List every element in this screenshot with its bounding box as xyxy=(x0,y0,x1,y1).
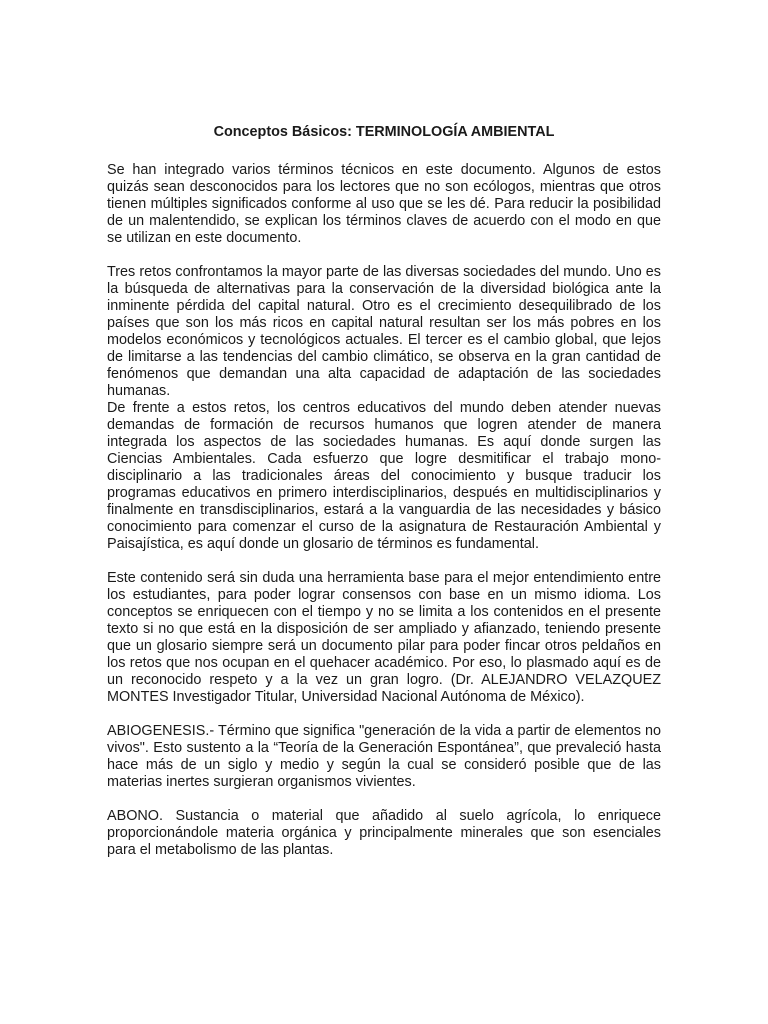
document-page xyxy=(107,124,661,859)
definition-abono: ABONO. Sustancia o material que añadido al suelo agrícola, lo enriquece proporcionándole materia orgánica y principalmente minerales que son esenciales para el metabolismo de las plantas. xyxy=(107,808,661,858)
paragraph-retos: Tres retos confrontamos la mayor parte de las diversas sociedades del mundo. Uno es la búsqueda de alternativas para la conservación de la diversidad biológica ante la inminente pérdida del capital natural. Otro es el crecimiento desequilibrado de los países que son los más ricos en capital natural resultan ser los más pobres en los modelos económicos y tecnológicos actuales. El tercer es el cambio global, que lejos de limitarse a las tendencias del cambio climático, se observa en la gran cantidad de fenómenos que demandan una alta capacidad de adaptación de las sociedades humanas. xyxy=(107,264,661,399)
definition-abiogenesis: ABIOGENESIS.- Término que significa "generación de la vida a partir de elementos no vivos". Esto sustento a la “Teoría de la Generación Espontánea”, que prevaleció hasta hace más de un siglo y medio y según la cual se consideró posible que de las materias inertes surgieran organismos vivientes. xyxy=(107,723,661,790)
paragraph-ciencias-ambientales: De frente a estos retos, los centros educativos del mundo deben atender nuevas demandas de formación de recursos humanos que logren atender de manera integrada los aspectos de las sociedades humanas. Es aquí donde surgen las Ciencias Ambientales. Cada esfuerzo que logre desmitificar el trabajo mono-disciplinario a las tradicionales áreas del conocimiento y busque traducir los programas educativos en primero interdisciplinarios, después en multidisciplinarios y finalmente en transdisciplinarios, estará a la vanguardia de las necesidades y básico conocimiento para comenzar el curso de la asignatura de Restauración Ambiental y Paisajística, es aquí donde un glosario de términos es fundamental. xyxy=(107,400,661,552)
paragraph-glosario: Este contenido será sin duda una herramienta base para el mejor entendimiento entre los estudiantes, para poder lograr consensos con base en un mismo idioma. Los conceptos se enriquecen con el tiempo y no se limita a los contenidos en el presente texto si no que está en la disposición de ser ampliado y afianzado, teniendo presente que un glosario siempre será un documento pilar para poder fincar otros peldaños en los retos que nos ocupan en el quehacer académico. Por eso, lo plasmado aquí es de un reconocido respeto y a la vez un gran logro. (Dr. ALEJANDRO VELAZQUEZ MONTES Investigador Titular, Universidad Nacional Autónoma de México). xyxy=(107,570,661,705)
paragraph-intro: Se han integrado varios términos técnicos en este documento. Algunos de estos quizás sean desconocidos para los lectores que no son ecólogos, mientras que otros tienen múltiples significados conforme al uso que se les dé. Para reducir la posibilidad de un malentendido, se explican los términos claves de acuerdo con el modo en que se utilizan en este documento. xyxy=(107,162,661,246)
document-title: Conceptos Básicos: TERMINOLOGÍA AMBIENTAL xyxy=(213,124,555,140)
